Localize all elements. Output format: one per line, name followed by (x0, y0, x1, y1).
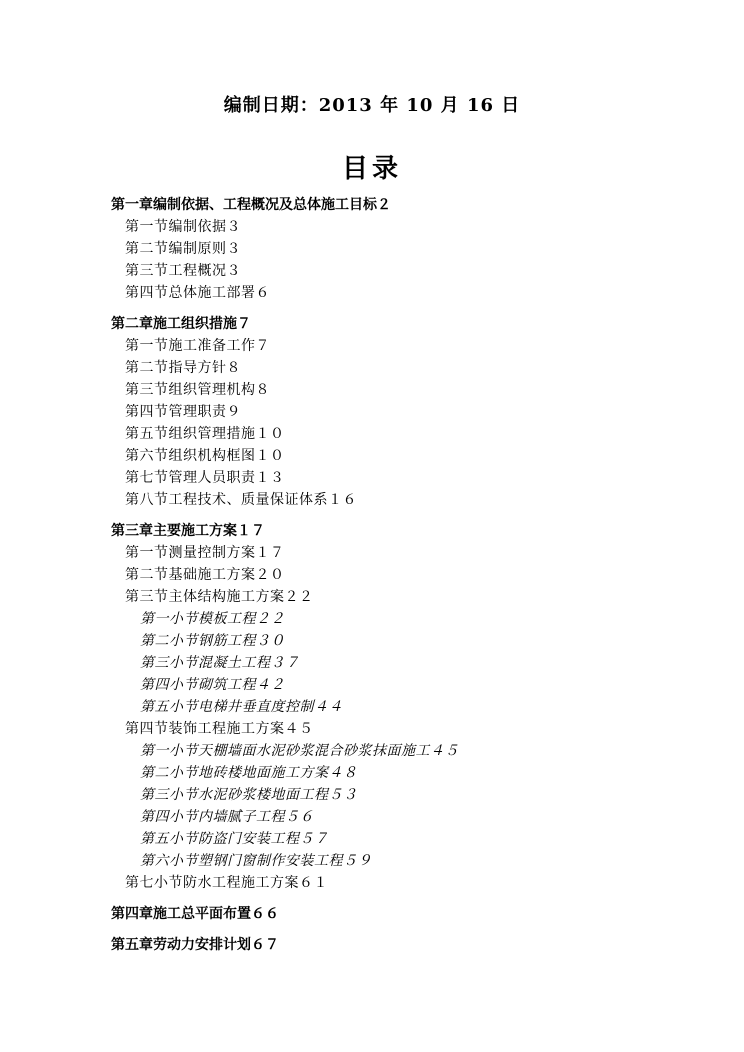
toc-chapter[interactable]: 第二章施工组织措施７ (111, 316, 251, 332)
toc-section[interactable]: 第四节管理职责９ (125, 404, 241, 420)
toc-sub[interactable]: 第一小节天棚墙面水泥砂浆混合砂浆抹面施工４５ (140, 743, 459, 759)
toc-chapter[interactable]: 第三章主要施工方案１７ (111, 523, 265, 539)
toc-section[interactable]: 第二节指导方针８ (125, 360, 241, 376)
toc-section[interactable]: 第七节管理人员职责１３ (125, 470, 285, 486)
toc-sub[interactable]: 第二小节地砖楼地面施工方案４８ (140, 765, 358, 781)
toc-sub[interactable]: 第五小节电梯井垂直度控制４４ (140, 699, 343, 715)
toc-section[interactable]: 第三节组织管理机构８ (125, 382, 270, 398)
toc-section[interactable]: 第四节装饰工程施工方案４５ (125, 721, 314, 737)
toc-section[interactable]: 第三节工程概况３ (125, 263, 241, 279)
toc-sub[interactable]: 第二小节钢筋工程３０ (140, 633, 285, 649)
toc-sub[interactable]: 第三小节混凝土工程３７ (140, 655, 300, 671)
toc-sub[interactable]: 第四小节砌筑工程４２ (140, 677, 285, 693)
toc-chapter[interactable]: 第一章编制依据、工程概况及总体施工目标２ (111, 197, 391, 213)
toc-sub[interactable]: 第四小节内墙腻子工程５６ (140, 809, 314, 825)
toc-section[interactable]: 第一节测量控制方案１７ (125, 545, 285, 561)
toc-title: 目录 (341, 154, 402, 184)
toc-section[interactable]: 第二节编制原则３ (125, 241, 241, 257)
toc-sub[interactable]: 第五小节防盗门安装工程５７ (140, 831, 329, 847)
toc-section[interactable]: 第一节编制依据３ (125, 219, 241, 235)
toc-section[interactable]: 第八节工程技术、质量保证体系１６ (125, 492, 357, 508)
toc-section[interactable]: 第七小节防水工程施工方案６１ (125, 875, 328, 891)
toc-sub[interactable]: 第六小节塑钢门窗制作安装工程５９ (140, 853, 372, 869)
toc-section[interactable]: 第五节组织管理措施１０ (125, 426, 285, 442)
toc-sub[interactable]: 第三小节水泥砂浆楼地面工程５３ (140, 787, 358, 803)
toc-chapter[interactable]: 第四章施工总平面布置６６ (111, 906, 279, 922)
toc-section[interactable]: 第四节总体施工部署６ (125, 285, 270, 301)
toc-section[interactable]: 第三节主体结构施工方案２２ (125, 589, 314, 605)
compile-date: 编制日期：2013 年 10 月 16 日 (223, 95, 521, 116)
toc-chapter[interactable]: 第五章劳动力安排计划６７ (111, 937, 279, 953)
toc-section[interactable]: 第一节施工准备工作７ (125, 338, 270, 354)
toc-section[interactable]: 第二节基础施工方案２０ (125, 567, 285, 583)
table-of-contents (111, 194, 711, 956)
toc-sub[interactable]: 第一小节模板工程２２ (140, 611, 285, 627)
toc-section[interactable]: 第六节组织机构框图１０ (125, 448, 285, 464)
